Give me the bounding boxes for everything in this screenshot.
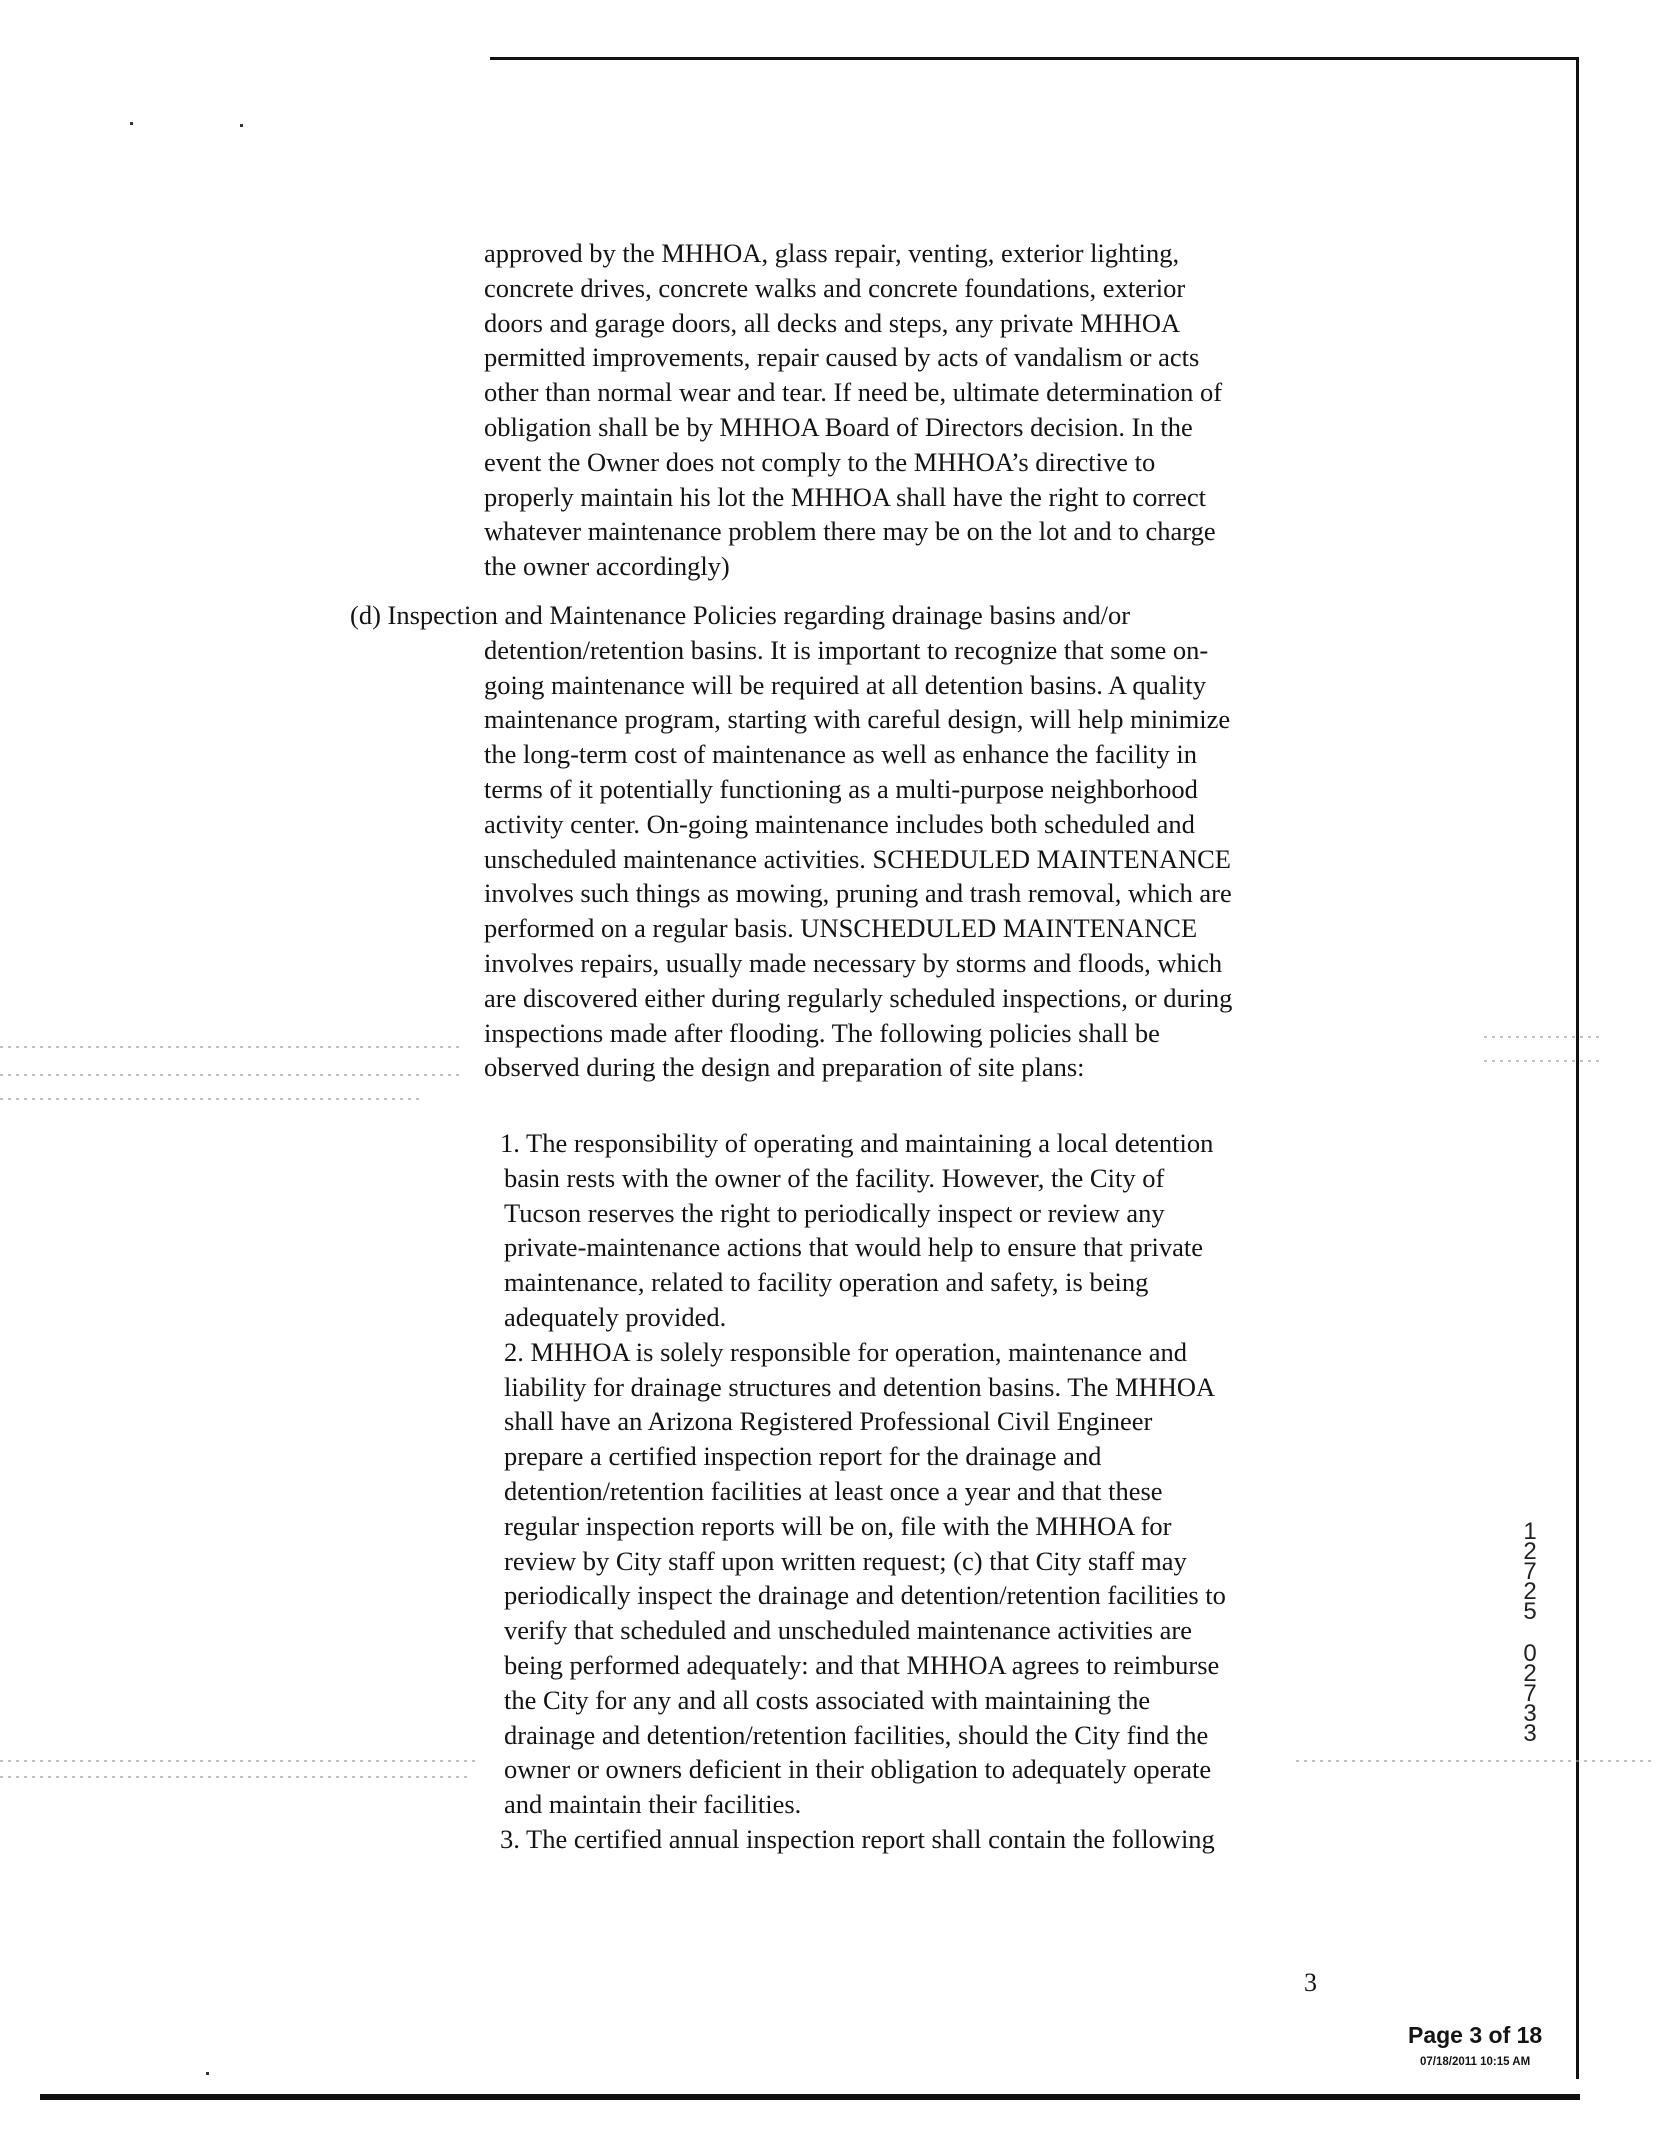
text-line: owner or owners deficient in their obligation to adequately operate [504, 1754, 1212, 1785]
text-line: properly maintain his lot the MHHOA shall have the right to correct [484, 481, 1206, 512]
text-line: regular inspection reports will be on, file with the MHHOA for [504, 1510, 1172, 1541]
text-line: other than normal wear and tear. If need be, ultimate determination of [484, 377, 1223, 408]
recording-digit: 3 [1523, 1720, 1537, 1747]
text-line: observed during the design and preparation of site plans: [484, 1052, 1085, 1083]
page-border-bottom [40, 2094, 1580, 2100]
scan-noise [1484, 1060, 1604, 1062]
page-border-top [490, 57, 1578, 60]
text-line: Tucson reserves the right to periodically inspect or review any [504, 1197, 1165, 1228]
text-line: periodically inspect the drainage and detention/retention facilities to [504, 1580, 1226, 1611]
section-d-paragraph [350, 598, 1232, 1085]
text-line: activity center. On-going maintenance includes both scheduled and [484, 808, 1195, 839]
text-line: detention/retention facilities at least once a year and that these [504, 1475, 1163, 1506]
text-line: and maintain their facilities. [504, 1789, 802, 1820]
text-line: permitted improvements, repair caused by acts of vandalism or acts [484, 342, 1200, 373]
page-border-right [1576, 57, 1579, 2079]
policy-item-1: 1. The responsibility of operating and maintaining a local detention [500, 1128, 1214, 1158]
text-line: doors and garage doors, all decks and steps, any private MHHOA [484, 307, 1181, 338]
text-line: drainage and detention/retention facilities, should the City find the [504, 1719, 1209, 1750]
text-line: event the Owner does not comply to the MHHOA’s directive to [484, 446, 1156, 477]
scan-noise [1484, 1036, 1604, 1038]
text-line: are discovered either during regularly scheduled inspections, or during [484, 982, 1233, 1013]
recording-digit: 0 [1523, 1640, 1537, 1667]
text-line: going maintenance will be required at all detention basins. A quality [484, 669, 1206, 700]
recording-digit: 7 [1523, 1558, 1537, 1585]
text-line: maintenance program, starting with careful design, will help minimize [484, 704, 1231, 735]
text-line: prepare a certified inspection report for the drainage and [504, 1441, 1102, 1472]
scan-speck [130, 122, 133, 125]
text-line: detention/retention basins. It is important to recognize that some on- [484, 634, 1209, 665]
text-line: obligation shall be by MHHOA Board of Directors decision. In the [484, 411, 1193, 442]
text-line: unscheduled maintenance activities. SCHEDULED MAINTENANCE [484, 843, 1231, 874]
text-line: the owner accordingly) [484, 551, 730, 582]
scan-noise [0, 1098, 420, 1100]
text-line: adequately provided. [504, 1301, 727, 1332]
policy-item-2: 2. MHHOA is solely responsible for operation, maintenance and [504, 1336, 1187, 1367]
recording-digit: 3 [1523, 1700, 1537, 1727]
recording-digit: 2 [1523, 1578, 1537, 1605]
text-line: involves repairs, usually made necessary by storms and floods, which [484, 947, 1223, 978]
recording-digit: 1 [1523, 1518, 1537, 1545]
recording-digit: 2 [1523, 1660, 1537, 1687]
scan-noise [0, 1776, 470, 1778]
text-line: being performed adequately: and that MHHOA agrees to reimburse [504, 1649, 1220, 1680]
text-line: shall have an Arizona Registered Professional Civil Engineer [504, 1406, 1153, 1437]
recording-digit: 2 [1523, 1538, 1537, 1565]
scan-noise [1296, 1760, 1656, 1762]
section-d-heading-line: (d) Inspection and Maintenance Policies regarding drainage basins and/or [350, 600, 1131, 630]
policy-items [500, 1126, 1226, 1857]
text-line: terms of it potentially functioning as a multi-purpose neighborhood [484, 773, 1198, 804]
text-line: inspections made after flooding. The following policies shall be [484, 1017, 1160, 1048]
scan-speck [206, 2072, 209, 2075]
text-line: basin rests with the owner of the facility. However, the City of [504, 1162, 1165, 1193]
text-line: maintenance, related to facility operation and safety, is being [504, 1267, 1149, 1298]
text-line: verify that scheduled and unscheduled maintenance activities are [504, 1615, 1192, 1646]
scan-noise [0, 1760, 480, 1762]
text-line: private-maintenance actions that would help to ensure that private [504, 1232, 1204, 1263]
page-number: 3 [1304, 1968, 1317, 1997]
text-line: involves such things as mowing, pruning and trash removal, which are [484, 878, 1232, 909]
text-line: approved by the MHHOA, glass repair, venting, exterior lighting, [484, 238, 1180, 268]
policy-item-3: 3. The certified annual inspection report shall contain the following [500, 1823, 1215, 1854]
text-line: whatever maintenance problem there may be on the lot and to charge [484, 516, 1216, 547]
paragraph-continuation [484, 236, 1222, 584]
text-line: performed on a regular basis. UNSCHEDULED MAINTENANCE [484, 913, 1198, 944]
recording-digit: 5 [1523, 1598, 1537, 1625]
scan-speck [240, 124, 243, 127]
text-line: the long-term cost of maintenance as well as enhance the facility in [484, 739, 1198, 770]
recording-number-vertical [1518, 1518, 1542, 1747]
page-of-count: Page 3 of 18 [1408, 2022, 1543, 2048]
recording-digit: 7 [1523, 1680, 1537, 1707]
text-line: the City for any and all costs associated with maintaining the [504, 1684, 1151, 1715]
text-line: concrete drives, concrete walks and concrete foundations, exterior [484, 272, 1186, 303]
text-line: liability for drainage structures and detention basins. The MHHOA [504, 1371, 1216, 1402]
fax-timestamp: 07/18/2011 10:15 AM [1420, 2056, 1531, 2068]
text-line: review by City staff upon written request; (c) that City staff may [504, 1545, 1187, 1576]
